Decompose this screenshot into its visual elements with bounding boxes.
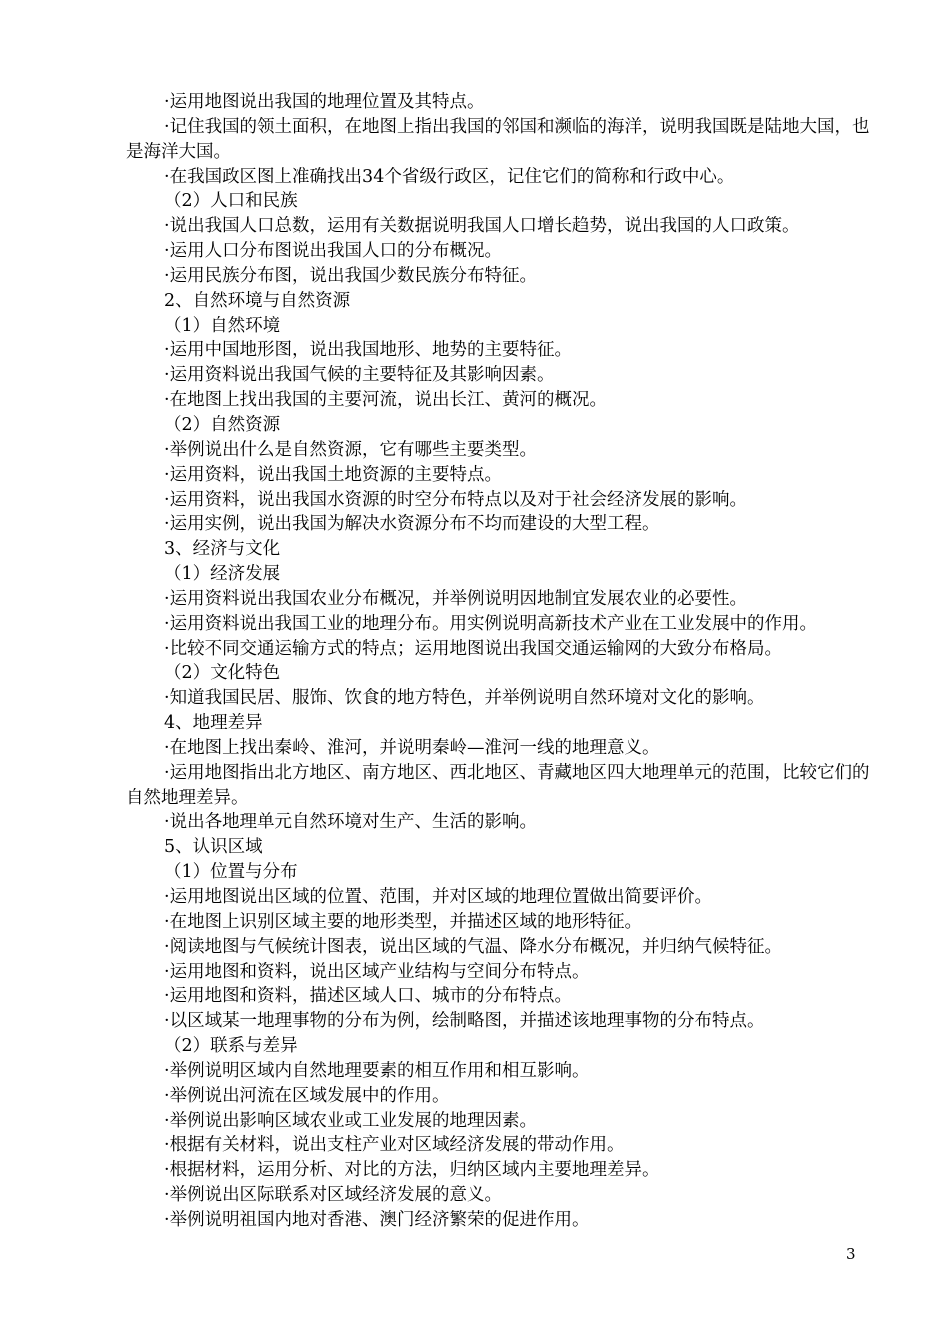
text-line: ·运用资料说出我国农业分布概况，并举例说明因地制宜发展农业的必要性。 (164, 588, 748, 609)
subsection-heading: （2）人口和民族 (164, 191, 298, 212)
document-body (126, 90, 872, 1233)
subsection-heading: （2）自然资源 (164, 414, 281, 435)
subsection-heading: （2）联系与差异 (164, 1036, 298, 1057)
subsection-heading: （1）自然环境 (164, 315, 281, 336)
text-line: ·根据有关材料，说出支柱产业对区域经济发展的带动作用。 (164, 1135, 625, 1156)
text-line: ·以区域某一地理事物的分布为例，绘制略图，并描述该地理事物的分布特点。 (164, 1011, 765, 1032)
text-line: ·记住我国的领土面积，在地图上指出我国的邻国和濒临的海洋，说明我国既是陆地大国，也是海洋大国。 (126, 116, 870, 162)
text-line: ·在地图上识别区域主要的地形类型，并描述区域的地形特征。 (164, 911, 643, 932)
text-line: ·运用地图和资料，说出区域产业结构与空间分布特点。 (164, 961, 590, 982)
text-line: ·知道我国民居、服饰、饮食的地方特色，并举例说明自然环境对文化的影响。 (164, 688, 765, 709)
text-line: ·说出我国人口总数，运用有关数据说明我国人口增长趋势，说出我国的人口政策。 (164, 216, 800, 237)
text-line: ·运用民族分布图，说出我国少数民族分布特征。 (164, 265, 538, 286)
section-heading: 2、自然环境与自然资源 (164, 290, 351, 311)
text-line: ·运用中国地形图，说出我国地形、地势的主要特征。 (164, 340, 573, 361)
text-line: ·运用资料说出我国工业的地理分布。用实例说明高新技术产业在工业发展中的作用。 (164, 613, 818, 634)
text-line: ·举例说明区域内自然地理要素的相互作用和相互影响。 (164, 1060, 590, 1081)
subsection-heading: （1）位置与分布 (164, 862, 298, 883)
text-line: ·运用资料，说出我国水资源的时空分布特点以及对于社会经济发展的影响。 (164, 489, 748, 510)
subsection-heading: （2）文化特色 (164, 663, 281, 684)
text-line: ·运用地图说出区域的位置、范围，并对区域的地理位置做出简要评价。 (164, 887, 713, 907)
text-line: ·运用人口分布图说出我国人口的分布概况。 (164, 241, 503, 262)
text-line: ·运用实例，说出我国为解决水资源分布不均而建设的大型工程。 (164, 514, 660, 535)
section-heading: 4、地理差异 (164, 713, 263, 734)
text-line: ·举例说出区际联系对区域经济发展的意义。 (164, 1185, 503, 1206)
subsection-heading: （1）经济发展 (164, 564, 281, 585)
text-line: ·阅读地图与气候统计图表，说出区域的气温、降水分布概况，并归纳气候特征。 (164, 936, 783, 957)
text-line: ·举例说出河流在区域发展中的作用。 (164, 1085, 450, 1106)
section-heading: 3、经济与文化 (164, 539, 281, 560)
section-heading: 5、认识区域 (164, 837, 263, 858)
text-line: ·运用地图说出我国的地理位置及其特点。 (164, 92, 485, 112)
text-line: ·运用地图和资料，描述区域人口、城市的分布特点。 (164, 986, 573, 1007)
text-line: ·举例说明祖国内地对香港、澳门经济繁荣的促进作用。 (164, 1209, 590, 1230)
text-line: ·根据材料，运用分析、对比的方法，归纳区域内主要地理差异。 (164, 1160, 660, 1181)
text-line: ·举例说出什么是自然资源，它有哪些主要类型。 (164, 439, 538, 460)
text-line: ·在地图上找出我国的主要河流，说出长江、黄河的概况。 (164, 390, 608, 411)
page-number: 3 (846, 1245, 856, 1263)
text-line: ·运用地图指出北方地区、南方地区、西北地区、青藏地区四大地理单元的范围，比较它们的自然地理差异。 (126, 762, 870, 808)
text-line: ·运用资料说出我国气候的主要特征及其影响因素。 (164, 365, 555, 386)
text-line: ·说出各地理单元自然环境对生产、生活的影响。 (164, 812, 538, 833)
text-line: ·运用资料，说出我国土地资源的主要特点。 (164, 464, 503, 485)
text-line: ·在地图上找出秦岭、淮河，并说明秦岭—淮河一线的地理意义。 (164, 737, 660, 758)
text-line: ·举例说出影响区域农业或工业发展的地理因素。 (164, 1110, 538, 1131)
text-line: ·比较不同交通运输方式的特点；运用地图说出我国交通运输网的大致分布格局。 (164, 638, 783, 659)
text-line: ·在我国政区图上准确找出34个省级行政区，记住它们的简称和行政中心。 (164, 166, 735, 187)
